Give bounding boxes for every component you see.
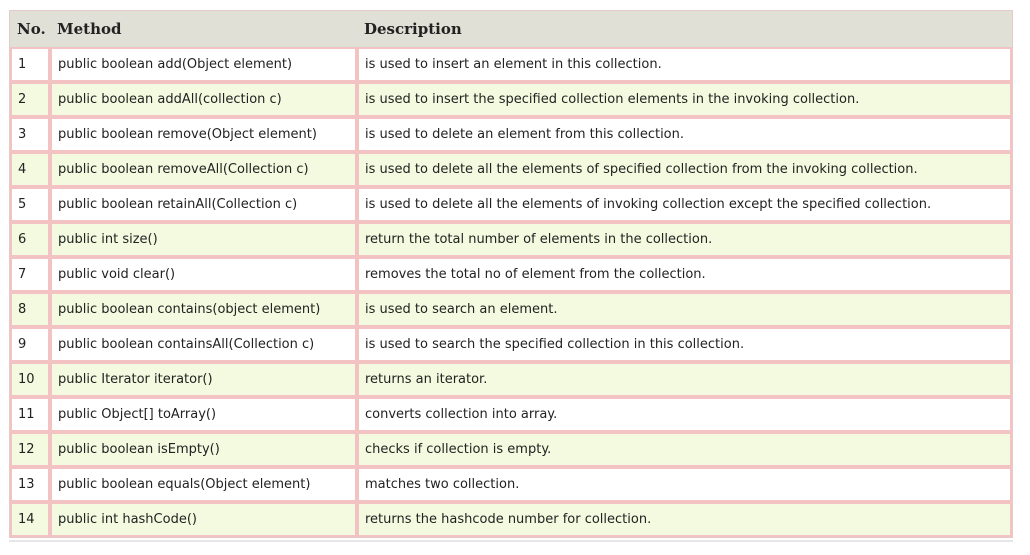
cell-no: 12 <box>10 432 50 467</box>
header-no: No. <box>10 11 50 47</box>
cell-description: matches two collection. <box>357 467 1012 502</box>
cell-method: public Iterator iterator() <box>50 362 357 397</box>
table-row <box>10 82 1012 117</box>
table-header <box>10 11 1012 47</box>
cell-method: public int size() <box>50 222 357 257</box>
cell-description: converts collection into array. <box>357 397 1012 432</box>
cell-description: removes the total no of element from the collection. <box>357 257 1012 292</box>
table-row <box>10 397 1012 432</box>
cell-no: 10 <box>10 362 50 397</box>
cell-description: checks if collection is empty. <box>357 432 1012 467</box>
cell-no: 2 <box>10 82 50 117</box>
table-row <box>10 257 1012 292</box>
cell-description: is used to search the specified collection in this collection. <box>357 327 1012 362</box>
table-row <box>10 467 1012 502</box>
header-row <box>10 11 1012 47</box>
table-body <box>10 47 1012 537</box>
table-row <box>10 222 1012 257</box>
header-method: Method <box>50 11 357 47</box>
table-row <box>10 47 1012 82</box>
cell-description: is used to insert the specified collection elements in the invoking collection. <box>357 82 1012 117</box>
header-description: Description <box>357 11 1012 47</box>
table-row <box>10 327 1012 362</box>
cell-no: 14 <box>10 502 50 537</box>
cell-method: public boolean containsAll(Collection c) <box>50 327 357 362</box>
table-row <box>10 187 1012 222</box>
cell-description: returns an iterator. <box>357 362 1012 397</box>
cell-method: public boolean contains(object element) <box>50 292 357 327</box>
cell-method: public Object[] toArray() <box>50 397 357 432</box>
table-row <box>10 152 1012 187</box>
cell-no: 7 <box>10 257 50 292</box>
cell-method: public boolean retainAll(Collection c) <box>50 187 357 222</box>
cell-method: public boolean equals(Object element) <box>50 467 357 502</box>
cell-no: 1 <box>10 47 50 82</box>
cell-method: public boolean remove(Object element) <box>50 117 357 152</box>
divider <box>9 540 1013 542</box>
cell-method: public boolean add(Object element) <box>50 47 357 82</box>
table-row <box>10 362 1012 397</box>
collection-methods-table <box>9 10 1013 538</box>
cell-method: public int hashCode() <box>50 502 357 537</box>
cell-method: public boolean removeAll(Collection c) <box>50 152 357 187</box>
table-row <box>10 292 1012 327</box>
cell-no: 5 <box>10 187 50 222</box>
table-row <box>10 117 1012 152</box>
cell-description: is used to insert an element in this collection. <box>357 47 1012 82</box>
cell-no: 9 <box>10 327 50 362</box>
cell-no: 4 <box>10 152 50 187</box>
cell-description: is used to delete all the elements of invoking collection except the specified collection. <box>357 187 1012 222</box>
cell-description: return the total number of elements in the collection. <box>357 222 1012 257</box>
cell-method: public boolean isEmpty() <box>50 432 357 467</box>
cell-description: is used to search an element. <box>357 292 1012 327</box>
cell-description: is used to delete an element from this collection. <box>357 117 1012 152</box>
cell-no: 13 <box>10 467 50 502</box>
cell-no: 11 <box>10 397 50 432</box>
collection-methods-table-wrapper <box>9 10 1013 538</box>
cell-description: is used to delete all the elements of specified collection from the invoking collection. <box>357 152 1012 187</box>
cell-no: 3 <box>10 117 50 152</box>
cell-method: public boolean addAll(collection c) <box>50 82 357 117</box>
cell-description: returns the hashcode number for collection. <box>357 502 1012 537</box>
cell-method: public void clear() <box>50 257 357 292</box>
table-row <box>10 432 1012 467</box>
cell-no: 6 <box>10 222 50 257</box>
cell-no: 8 <box>10 292 50 327</box>
table-row <box>10 502 1012 537</box>
